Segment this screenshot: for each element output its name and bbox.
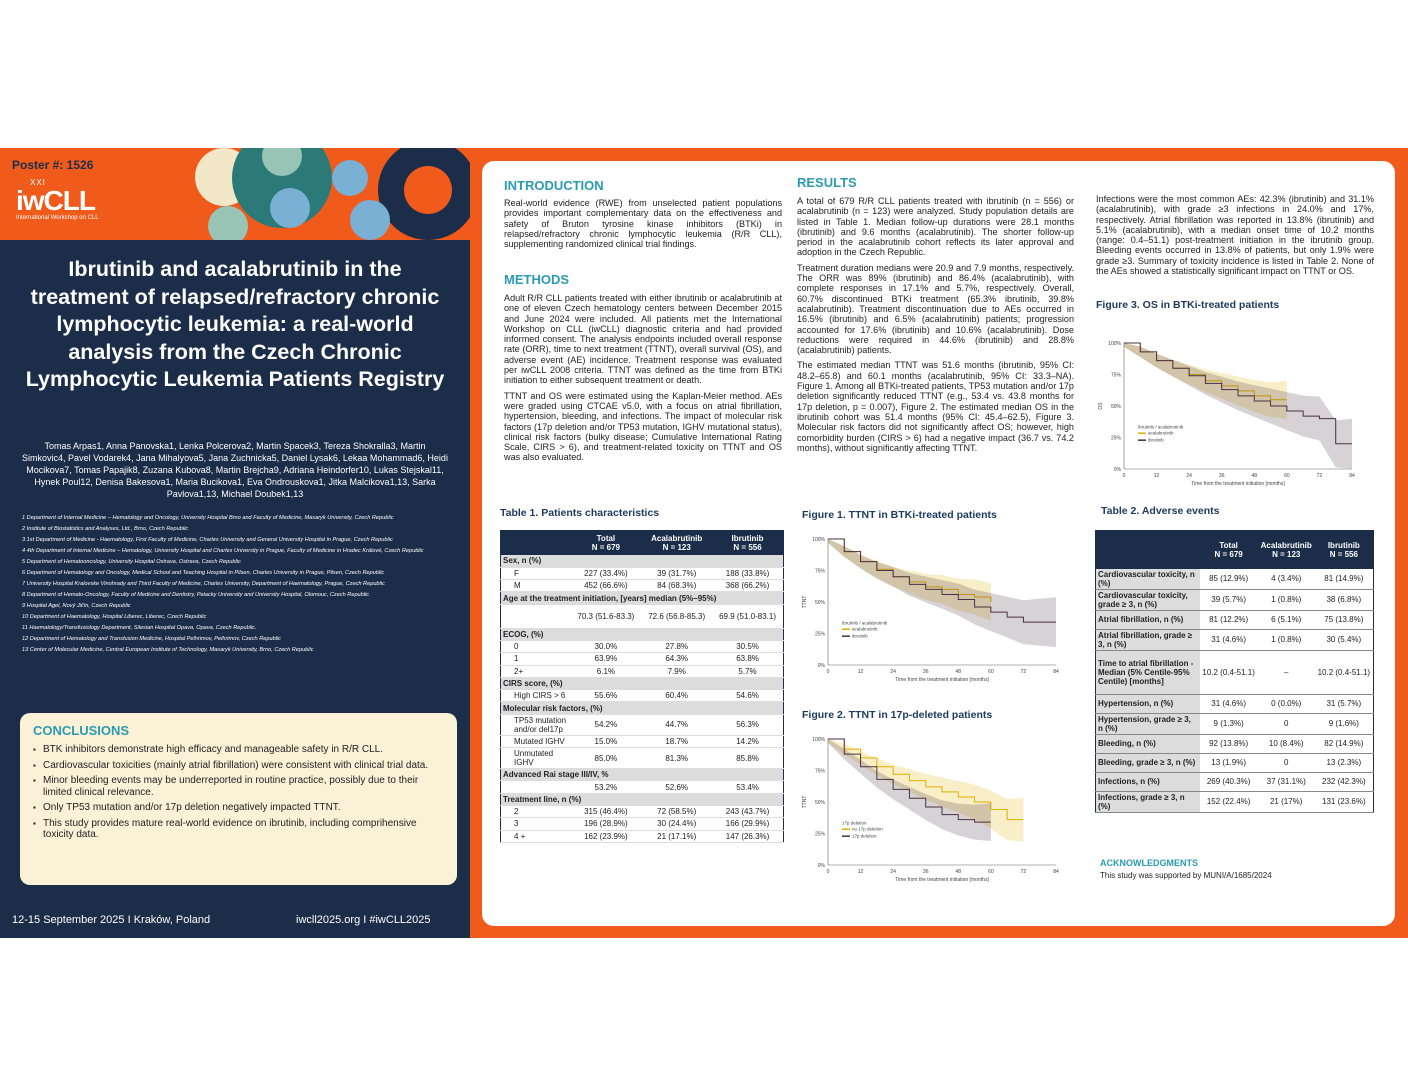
x-axis-label: Time from the treatment initiation [months] [895, 877, 989, 883]
table-cell: 162 (23.9%) [571, 830, 642, 842]
table-header-cell: Acalabrutinib N = 123 [641, 531, 712, 556]
table-cell: Mutated IGHV [501, 735, 571, 747]
table-cell: 81 (14.9%) [1315, 569, 1374, 590]
y-tick-label: 0% [1113, 467, 1121, 473]
table-cell: 54.6% [712, 690, 783, 702]
affiliation-item: 1 Department of Internal Medicine – Hematology and Oncology, University Hospital Brno and Faculty of Medicine, Masaryk University, Czech Republic [22, 515, 394, 521]
results-paragraph: Infections were the most common AEs: 42.3% (ibrutinib) and 31.1% (acalabrutinib), with grade ≥3 infections in 24.0% and 17%, respectively. Atrial fibrillation was reported in 13.8% (ibrutinib) and 5.1% (acalabrutinib), with a median onset time of 10.2 months (range: 0.4–51.1) post-treatment initiation in the ibrutinib group. Bleeding events occurred in 13.8% of patients, but only 1.9% were grade ≥3. Summary of toxicity incidence is listed in Table 2. None of the AEs showed a statistically significant impact on TTNT or OS. [1096, 194, 1374, 277]
decor-circle-icon [270, 188, 310, 228]
table-group-label: Age at the treatment initiation, [years] median (5%–95%) [501, 592, 784, 604]
table-cell: Infections, grade ≥ 3, n (%) [1096, 791, 1200, 812]
x-tick-label: 72 [1020, 669, 1027, 675]
table-cell: 6 (5.1%) [1258, 610, 1315, 629]
legend-label: no 17p deletion [852, 826, 883, 832]
table-cell: 63.9% [571, 653, 642, 665]
affiliation-item: 12 Department of Hematology and Transfusion Medicine, Hospital Pelhrimov, Pelhrimov, Czech Republic [22, 636, 281, 642]
decor-circle-icon [404, 166, 452, 214]
x-tick-label: 84 [1053, 869, 1059, 875]
introduction-heading: INTRODUCTION [504, 178, 604, 193]
table-header-cell: Ibrutinib N = 556 [712, 531, 783, 556]
table-cell: 60.4% [641, 690, 712, 702]
table-row [1096, 694, 1374, 713]
decor-circle-icon [332, 160, 368, 196]
table-row [501, 653, 784, 665]
table-row [1096, 753, 1374, 772]
table-cell: 315 (46.4%) [571, 805, 642, 817]
table-row [501, 748, 784, 769]
table-row [501, 818, 784, 830]
affiliation-item: 10 Department of Haematology, Hospital Liberec, Liberec, Czech Republic [22, 614, 207, 620]
table-header-cell: Acalabrutinib N = 123 [1258, 531, 1315, 569]
table-cell: 15.0% [571, 735, 642, 747]
table-group-label: Advanced Rai stage III/IV, % [501, 769, 784, 781]
confidence-band [1124, 343, 1352, 469]
table-row [1096, 734, 1374, 753]
y-tick-label: 50% [814, 600, 825, 606]
methods-heading: METHODS [504, 272, 569, 287]
table-cell: 85.0% [571, 748, 642, 769]
conclusion-item: ▪ BTK inhibitors demonstrate high efficacy and manageable safety in R/R CLL. [33, 744, 444, 756]
results-text [797, 196, 1074, 458]
y-tick-label: 25% [1110, 435, 1121, 442]
table-cell: 92 (13.8%) [1200, 734, 1258, 753]
methods-text [504, 293, 782, 468]
table-header-cell [501, 531, 571, 556]
table-cell: 31 (4.6%) [1200, 694, 1258, 713]
affiliation-item: 2 Institute of Biostatistics and Analyses, Ltd., Brno, Czech Republic [22, 526, 189, 532]
table-cell: 30.5% [712, 640, 783, 652]
figure2-chart [800, 733, 1066, 893]
table-cell: 21 (17.1%) [641, 830, 712, 842]
x-tick-label: 48 [955, 869, 962, 875]
table-cell: 82 (14.9%) [1315, 734, 1374, 753]
table-cell: 38 (6.8%) [1315, 589, 1374, 610]
table-cell [501, 604, 571, 628]
table-cell: Infections, n (%) [1096, 772, 1200, 791]
x-tick-label: 0 [826, 669, 830, 675]
x-tick-label: 48 [955, 669, 962, 675]
table-cell: 21 (17%) [1258, 791, 1315, 812]
table-cell: 4 + [501, 830, 571, 842]
table-row [501, 702, 784, 714]
legend-label: ibrutinib [1148, 437, 1164, 443]
conclusion-item: ▪ Only TP53 mutation and/or 17p deletion negatively impacted TTNT. [33, 802, 444, 814]
x-tick-label: 12 [857, 669, 864, 675]
y-tick-label: 75% [814, 768, 825, 775]
x-tick-label: 84 [1349, 473, 1355, 479]
table-row [501, 592, 784, 604]
table-cell: Hypertension, n (%) [1096, 694, 1200, 713]
table1-caption: Table 1. Patients characteristics [500, 507, 660, 519]
table-cell: 53.4% [712, 781, 783, 793]
table-row [1096, 629, 1374, 650]
x-tick-label: 0 [826, 869, 830, 875]
y-tick-label: 100% [812, 537, 825, 543]
table-cell: 196 (28.9%) [571, 818, 642, 830]
table-cell: 52.6% [641, 781, 712, 793]
x-tick-label: 0 [1122, 473, 1126, 479]
poster-title: Ibrutinib and acalabrutinib in the treatment of relapsed/refractory chronic lymphocytic leukemia: a real-world analysis from the Czech Chronic Lymphocytic Leukemia Patients Registry [25, 257, 445, 391]
table-group-label: ECOG, (%) [501, 628, 784, 640]
table2 [1095, 530, 1374, 813]
table-cell: 188 (33.8%) [712, 567, 783, 579]
table-cell: Unmutated IGHV [501, 748, 571, 769]
table-cell: 2 [501, 805, 571, 817]
table-cell: 18.7% [641, 735, 712, 747]
legend-title: Ibrutinib / acalabrutinib [842, 620, 888, 626]
table-cell: 0 (0.0%) [1258, 694, 1315, 713]
x-tick-label: 36 [1218, 473, 1225, 479]
table-row [1096, 650, 1374, 694]
table-row [501, 555, 784, 567]
x-tick-label: 48 [1251, 473, 1258, 479]
table-cell: 227 (33.4%) [571, 567, 642, 579]
table-cell: 56.3% [712, 714, 783, 735]
decor-circle-icon [350, 200, 390, 240]
logo-edition: XXI [30, 178, 46, 187]
table-cell: 9 (1.6%) [1315, 713, 1374, 734]
x-tick-label: 72 [1020, 869, 1027, 875]
y-tick-label: 100% [1108, 341, 1121, 347]
affiliation-item: 7 University Hospital Kralovske Vinohrady and Third Faculty of Medicine, Charles University, Department of Haematology, Prague, Czech Republic [22, 581, 385, 587]
table-cell: 31 (5.7%) [1315, 694, 1374, 713]
figure3-caption: Figure 3. OS in BTKi-treated patients [1096, 299, 1280, 311]
table-cell: 10.2 (0.4-51.1) [1200, 650, 1258, 694]
affiliation-item: 9 Hospital Agel, Nový Jičín, Czech Republic [22, 603, 131, 609]
affiliation-item: 13 Center of Molecular Medicine, Central European Institute of Technology, Masaryk University, Brno, Czech Republic [22, 647, 314, 653]
x-tick-label: 24 [890, 869, 896, 875]
iwcll-logo [16, 178, 99, 221]
content-panel [482, 161, 1395, 926]
table-row [1096, 713, 1374, 734]
results-paragraph: A total of 679 R/R CLL patients treated with ibrutinib (n = 556) or acalabrutinib (n = 123) were analyzed. Study population details are listed in Table 1. Median follow-up durations were 28.1 months (ibrutinib) and 9.6 months (acalabrutinib). The shorter follow-up period in the acalabrutinib cohort reflects its later approval and adoption in the Czech Republic. [797, 196, 1074, 258]
table-cell: 3 [501, 818, 571, 830]
table-cell: 27.8% [641, 640, 712, 652]
table-row [1096, 569, 1374, 590]
table-group-label: Sex, n (%) [501, 555, 784, 567]
table-cell: 72.6 (56.8-85.3) [641, 604, 712, 628]
acknowledgments-heading: ACKNOWLEDGMENTS [1100, 858, 1198, 868]
methods-paragraph: Adult R/R CLL patients treated with either ibrutinib or acalabrutinib at one of eleven Czech hematology centers between December 2015 and June 2024 were included. All patients met the International Workshop on CLL (iwCLL) diagnostic criteria and had provided informed consent. The analysis endpoints included overall response rate (ORR), time to next treatment (TTNT), overall survival (OS), and adverse event (AE) incidence. Treatment response was evaluated per iwCLL 2008 criteria. TTNT was defined as the time from BTKi initiation to either subsequent treatment or death. [504, 293, 782, 386]
table-cell: Cardiovascular toxicity, n (%) [1096, 569, 1200, 590]
table-cell: 1 (0.8%) [1258, 629, 1315, 650]
table-cell: 1 (0.8%) [1258, 589, 1315, 610]
table-cell: 81.3% [641, 748, 712, 769]
table-header-cell [1096, 531, 1200, 569]
table-cell: Atrial fibrillation, n (%) [1096, 610, 1200, 629]
table-cell [501, 781, 571, 793]
results-paragraph: Treatment duration medians were 20.9 and 7.9 months, respectively. The ORR was 89% (ibrutinib) and 86.4% (acalabrutinib), with complete responses in 17.1% and 5.7%, respectively. Overall, 60.7% discontinued BTKi treatment (65.3% ibrutinib, 39.8% acalabrutinib). Treatment discontinuation due to AEs occurred in 16.5% (ibrutinib) and 6.5% (acalabrutinib) patients; progression accounted for 17.6% (ibrutinib) and 10.6% (acalabrutinib). Dose reductions were required in 44.6% (ibrutinib) and 28.8% (acalabrutinib) patients. [797, 262, 1074, 356]
table-cell: 39 (5.7%) [1200, 589, 1258, 610]
y-tick-label: 75% [1110, 372, 1121, 379]
table-row [501, 714, 784, 735]
table-group-label: Treatment line, n (%) [501, 793, 784, 805]
affiliation-item: 4 4th Department of Internal Medicine – Hematology, University Hospital and Charles University in Prague, Faculty of Medicine in Hradec Králové, Czech Republic [22, 548, 424, 554]
table-cell: 39 (31.7%) [641, 567, 712, 579]
y-tick-label: 75% [814, 568, 825, 575]
conclusion-item: ▪ Minor bleeding events may be underreported in routine practice, possibly due to their limited clinical relevance. [33, 775, 444, 798]
table-row [501, 640, 784, 652]
table-header-cell: Total N = 679 [1200, 531, 1258, 569]
x-tick-label: 60 [988, 669, 994, 675]
table-cell: – [1258, 650, 1315, 694]
conclusion-item: ▪ Cardiovascular toxicities (mainly atrial fibrillation) were consistent with clinical trial data. [33, 760, 444, 772]
table-cell: 69.9 (51.0-83.1) [712, 604, 783, 628]
poster-number: Poster #: 1526 [12, 158, 94, 172]
table2-caption: Table 2. Adverse events [1101, 505, 1220, 517]
table-cell: 64.3% [641, 653, 712, 665]
author-list: Tomas Arpas1, Anna Panovska1, Lenka Polcerova2, Martin Spacek3, Tereza Shokralla3, Martin Simkovic4, Pavel Vodarek4, Jana Mihalyova5, Jana Zuchnicka5, Daniel Lysak6, Lekaa Mohammad6, Heidi Mocikova7, Tomas Papajik8, Zuzana Kubova8, Martin Brejcha9, Adriana Heindorfer10, Lukas Stejskal11, Hynek Poul12, Denisa Bakesova1, Maria Bucikova1, Eva Ondrouskova1, Jitka Malcikova1,13, Sarka Pavlova1,13, Michael Doubek1,13 [22, 441, 448, 499]
x-axis-label: Time from the treatment initiation [months] [1191, 481, 1285, 487]
table-cell: 152 (22.4%) [1200, 791, 1258, 812]
table-cell: Bleeding, grade ≥ 3, n (%) [1096, 753, 1200, 772]
table-cell: F [501, 567, 571, 579]
x-tick-label: 24 [1186, 473, 1192, 479]
table-row [1096, 610, 1374, 629]
table-cell: 147 (26.3%) [712, 830, 783, 842]
table-cell: 368 (66.2%) [712, 580, 783, 592]
table-cell: Bleeding, n (%) [1096, 734, 1200, 753]
table-cell: 5.7% [712, 665, 783, 677]
logo-subtitle: International Workshop on CLL [16, 215, 99, 221]
y-tick-label: 50% [1110, 404, 1121, 410]
table-cell: 4 (3.4%) [1258, 569, 1315, 590]
table-row [1096, 589, 1374, 610]
table-cell: 6.1% [571, 665, 642, 677]
table-cell: 452 (66.6%) [571, 580, 642, 592]
table-cell: 0 [501, 640, 571, 652]
y-tick-label: 25% [814, 631, 825, 638]
conclusion-item: ▪ This study provides mature real-world evidence on ibrutinib, including comprihensive toxicity data. [33, 818, 444, 841]
table-cell: 10.2 (0.4-51.1) [1315, 650, 1374, 694]
results-text-continued [1096, 194, 1374, 281]
table-cell: 84 (68.3%) [641, 580, 712, 592]
table-header-cell: Total N = 679 [571, 531, 642, 556]
table1 [500, 530, 784, 843]
x-tick-label: 24 [890, 669, 896, 675]
header-banner [0, 148, 470, 240]
table-row [501, 665, 784, 677]
table-cell: Cardiovascular toxicity, grade ≥ 3, n (%) [1096, 589, 1200, 610]
table-cell: 31 (4.6%) [1200, 629, 1258, 650]
methods-paragraph: TTNT and OS were estimated using the Kaplan-Meier method. AEs were graded using CTCAE v5.0, with a focus on atrial fibrillation, hypertension, bleeding, and infections. The impact of molecular risk factors (17p deletion and/or TP53 mutation, IGHV mutational status), clinical risk factors (bulky disease; Cumulative International Rating Scale, CIRS > 6), and treatment-related toxicity on TTNT and OS was also evaluated. [504, 390, 782, 463]
table-cell: M [501, 580, 571, 592]
table-row [1096, 791, 1374, 812]
logo-name: iwCLL [16, 185, 95, 216]
poster [0, 148, 1408, 938]
table-cell: 9 (1.3%) [1200, 713, 1258, 734]
table-row [501, 805, 784, 817]
table-row [501, 628, 784, 640]
table-cell: 30 (5.4%) [1315, 629, 1374, 650]
table-cell: 75 (13.8%) [1315, 610, 1374, 629]
affiliation-item: 8 Department of Hemato-Oncology, Faculty of Medicine and Dentistry, Palacky University and University Hospital, Olomouc, Czech Republic [22, 592, 370, 598]
table-cell: 37 (31.1%) [1258, 772, 1315, 791]
affiliation-item: 5 Department of Hematooncology, University Hospital Ostrava, Ostrava, Czech Republic [22, 559, 241, 565]
table-cell: 0 [1258, 753, 1315, 772]
table-row [501, 781, 784, 793]
table-row [501, 830, 784, 842]
y-tick-label: 0% [817, 863, 825, 869]
table-cell: 13 (1.9%) [1200, 753, 1258, 772]
introduction-text: Real-world evidence (RWE) from unselected patient populations provides important complementary data on the effectiveness and safety of Bruton tyrosine kinase inhibitors (BTKi) in relapsed/refractory chronic lymphocytic leukemia (R/R CLL), supplementing randomized clinical trial findings. [504, 198, 782, 250]
table-row [501, 677, 784, 689]
figure1-chart [800, 533, 1066, 693]
table-cell: 63.8% [712, 653, 783, 665]
footer-web: iwcll2025.org I #iwCLL2025 [296, 914, 431, 926]
table-cell: 2+ [501, 665, 571, 677]
x-tick-label: 36 [922, 869, 929, 875]
y-axis-label: TTNT [802, 595, 808, 609]
x-tick-label: 12 [1153, 473, 1160, 479]
table-cell: 7.9% [641, 665, 712, 677]
y-tick-label: 100% [812, 737, 825, 743]
x-axis-label: Time from the treatment initiation [months] [895, 677, 989, 683]
table-cell: Time to atrial fibrillation - Median (5% Centile-95% Centile) [months] [1096, 650, 1200, 694]
table-cell: Hypertension, grade ≥ 3, n (%) [1096, 713, 1200, 734]
table-cell: 10 (8.4%) [1258, 734, 1315, 753]
x-tick-label: 84 [1053, 669, 1059, 675]
table-row [501, 769, 784, 781]
table-cell: 72 (58.5%) [641, 805, 712, 817]
table-cell: 1 [501, 653, 571, 665]
table-row [501, 580, 784, 592]
figure3-chart [1096, 337, 1362, 497]
x-tick-label: 60 [988, 869, 994, 875]
table-group-label: CIRS score, (%) [501, 677, 784, 689]
x-tick-label: 12 [857, 869, 864, 875]
table-cell: 70.3 (51.6-83.3) [571, 604, 642, 628]
table-header-cell: Ibrutinib N = 556 [1315, 531, 1374, 569]
table-cell: 85 (12.9%) [1200, 569, 1258, 590]
table-cell: High CIRS > 6 [501, 690, 571, 702]
table-cell: TP53 mutation and/or del17p [501, 714, 571, 735]
table-cell: 85.8% [712, 748, 783, 769]
decor-circle-icon [208, 206, 248, 240]
results-heading: RESULTS [797, 175, 857, 190]
table-row [501, 567, 784, 579]
table-cell: 232 (42.3%) [1315, 772, 1374, 791]
conclusions-box [20, 713, 457, 885]
table-cell: 44.7% [641, 714, 712, 735]
y-axis-label: OS [1098, 402, 1104, 410]
table-cell: 0 [1258, 713, 1315, 734]
table-cell: 30 (24.4%) [641, 818, 712, 830]
y-tick-label: 25% [814, 831, 825, 838]
table-cell: 53.2% [571, 781, 642, 793]
table-cell: 54.2% [571, 714, 642, 735]
table-cell: 14.2% [712, 735, 783, 747]
figure1-caption: Figure 1. TTNT in BTKi-treated patients [802, 509, 997, 521]
y-axis-label: TTNT [802, 795, 808, 809]
table-cell: 81 (12.2%) [1200, 610, 1258, 629]
legend-label: ibrutinib [852, 633, 868, 639]
table-cell: 131 (23.6%) [1315, 791, 1374, 812]
table-cell: 55.6% [571, 690, 642, 702]
table-row [501, 793, 784, 805]
y-tick-label: 0% [817, 663, 825, 669]
affiliation-item: 3 1st Department of Medicine - Haematology, First Faculty of Medicine, Charles University and General University Hospital in Prague, Czech Republic [22, 537, 393, 543]
figure2-caption: Figure 2. TTNT in 17p-deleted patients [802, 709, 993, 721]
table-row [501, 604, 784, 628]
legend-title: Ibrutinib / acalabrutinib [1138, 424, 1184, 430]
conclusions-list [33, 744, 444, 841]
affiliation-item: 6 Department of Hematology and Oncology, Medical School and Teaching Hospital in Pilsen, Charles University in Prague, Pilsen, Czech Republic [22, 570, 385, 576]
affiliation-item: 11 Haematology/Transfusiology Department, Silesian Hospital Opava, Opava, Czech Republic. [22, 625, 257, 631]
x-tick-label: 60 [1284, 473, 1290, 479]
table-row [501, 690, 784, 702]
table-cell: 166 (29.9%) [712, 818, 783, 830]
table-row [1096, 772, 1374, 791]
table-group-label: Molecular risk factors, (%) [501, 702, 784, 714]
results-paragraph: The estimated median TTNT was 51.6 months (ibrutinib, 95% CI: 48.2–65.8) and 60.1 months (acalabrutinib, 95% CI: 33.3–NA). Figure 1. Among all BTKi-treated patients, TP53 mutation and/or 17p deletion significantly reduced TTNT (e.g., 53.4 vs. 43.8 months for 17p deletion, p = 0.007), Figure 2. The estimated median OS in the ibrutinib cohort was 51.4 months (95% CI: 45.4–62.5), Figure 3. Molecular risk factors did not significantly affect OS; however, high comorbidity burden (CIRS > 6) had a negative impact (36.7 vs. 74.2 months), without significantly affecting TTNT. [797, 360, 1074, 453]
x-tick-label: 72 [1316, 473, 1323, 479]
footer-dates: 12-15 September 2025 I Kraków, Poland [12, 914, 211, 926]
legend-title: 17p deletion [842, 820, 867, 826]
y-tick-label: 50% [814, 800, 825, 806]
table-cell: 13 (2.3%) [1315, 753, 1374, 772]
legend-label: 17p deletion [852, 833, 877, 839]
acknowledgments-text: This study was supported by MUNI/A/1685/2024 [1100, 871, 1272, 880]
x-tick-label: 36 [922, 669, 929, 675]
table-cell: 269 (40.3%) [1200, 772, 1258, 791]
conclusions-heading: CONCLUSIONS [33, 723, 130, 738]
table-row [501, 735, 784, 747]
left-column [0, 148, 470, 938]
legend-label: acalabrutinib [1148, 430, 1174, 436]
affiliation-list [22, 515, 442, 658]
legend-label: acalabrutinib [852, 626, 878, 632]
table-cell: 243 (43.7%) [712, 805, 783, 817]
table-cell: 30.0% [571, 640, 642, 652]
table-cell: Atrial fibrillation, grade ≥ 3, n (%) [1096, 629, 1200, 650]
